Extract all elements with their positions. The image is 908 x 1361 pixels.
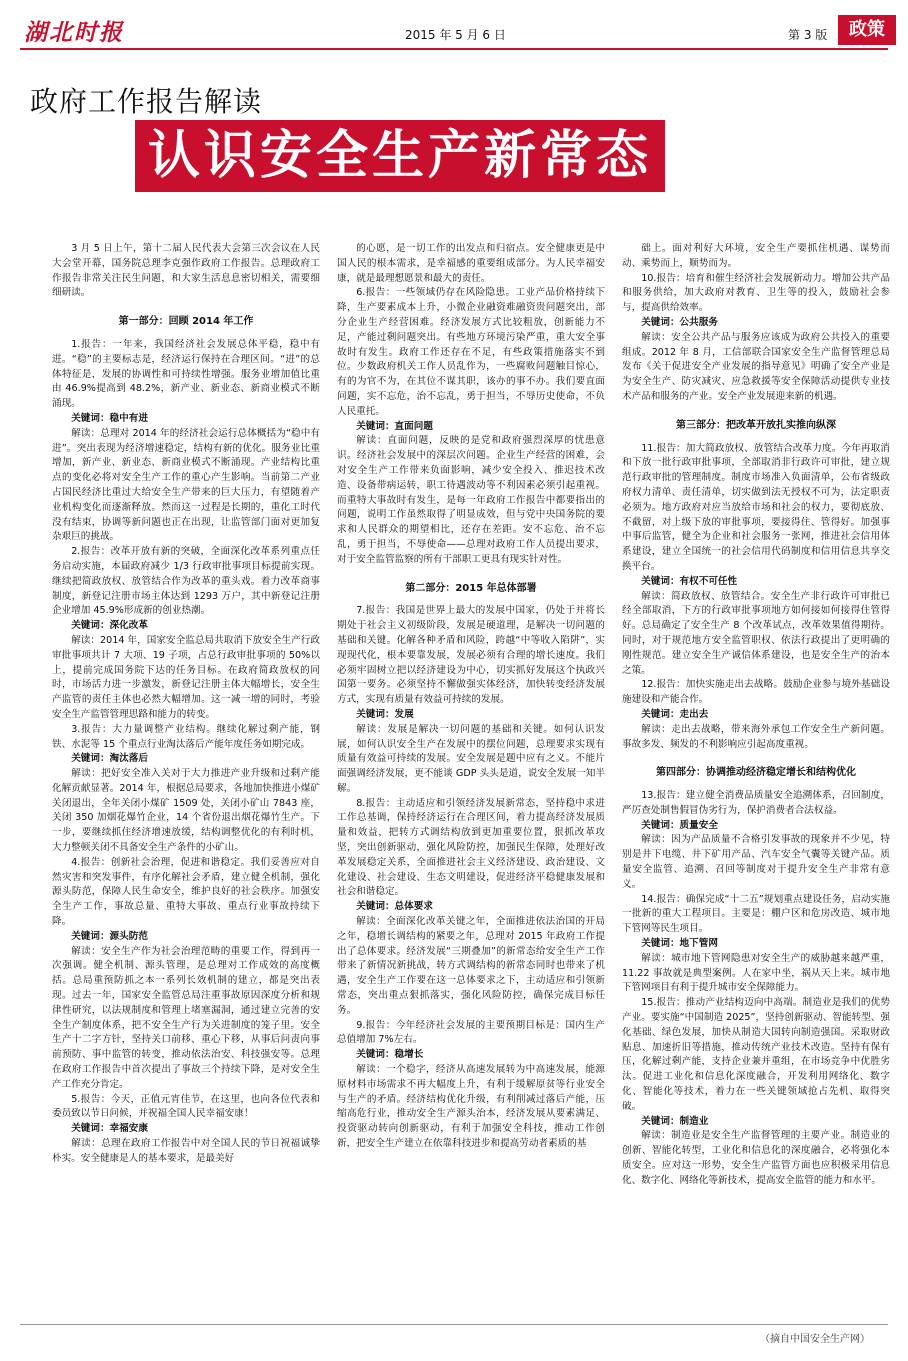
keyword-heading: 关键词：直面问题 [356,420,433,432]
article-paragraph: 解读：走出去战略，带来海外承包工作安全生产新问题。事故多发、频发的不利影响应引起高度重视。 [622,723,890,750]
keyword-heading: 关键词：淘汰落后 [71,753,148,765]
article-paragraph: 15.报告：推动产业结构迈向中高端。制造业是我们的优势产业。要实施“中国制造 2025”，坚持创新驱动、智能转型、强化基础、绿色发展，加快从制造大国转向制造强国。采取财政贴息、加速折旧等措施，推动传统产业技术改造。坚持有保有压，化解过剩产能，支持企业兼并重组，在市场竞争中优胜劣汰。促进工业化和信息化深度融合，开发利用网络化、数字化、智能化等技术，着力在一些关键领域抢占先机、取得突破。 [622,997,890,1112]
article-paragraph: 11.报告：加大简政放权、放管结合改革力度。今年再取消和下放一批行政审批事项，全部取消非行政许可审批，建立规范行政审批的管理制度。制度市场准入负面清单，公布省级政府权力清单、责任清单，切实做到法无授权不可为，法定职责必须为。地方政府对应当放给市场和社会的权力，要彻底放、不截留，对上级下放的审批事项，要接得住、管得好。加强事中事后监管，健全为企业和社会服务一张网，推进社会信用体系建设，建立全国统一的社会信用代码制度和信用信息共享交换平台。 [622,442,890,572]
article-paragraph: 的心愿，是一切工作的出发点和归宿点。安全健康更是中国人民的根本需求，是幸福感的重要组成部分。为人民幸福安康，就是最理想愿景和最大的责任。 [337,243,605,284]
keyword-heading: 关键词：有权不可任性 [641,575,738,587]
keyword-heading: 关键词：总体要求 [356,901,433,913]
article-paragraph: 4.报告：创新社会治理，促进和谐稳定。我们妥善应对自然灾害和突发事件，有序化解社会矛盾，建立健全机制，强化源头防范，保障人民生命安全，维护良好的社会秩序。加强安全生产工作，事故总量、重特大事故、重点行业事故持续下降。 [52,856,320,928]
part-heading: 第一部分：回顾 2014 年工作 [118,316,254,328]
article-paragraph: 解读：城市地下管网隐患对安全生产的威胁越来越严重，11.22 事故就是典型案例。人在家中坐，祸从天上来。城市地下管网项目有利于提升城市安全保障能力。 [622,952,890,994]
masthead [0,0,908,48]
keyword-heading: 关键词：质量安全 [641,819,718,831]
newspaper-logo: 湖北时报 [24,19,124,46]
article-paragraph: 解读：安全生产作为社会治理范畴的重要工作，得到再一次强调。健全机制、源头管理，是总理对工作成效的高度概括。总局重预防抓之本一系列长效机制的建立，都是突出表现。过去一年，国家安全监管总局注重事故原因深度分析和规律性研究，以法规制度和管理上堵塞漏洞，通过建立完善的安全生产制度体系，把不安全生产行为关进制度的笼子里。安全生产十二字方针，坚持关口前移、重心下移，从事后问责向事前预防、事中监管的转变，推动依法治安、科技强安等。总理在政府工作报告中首次提出了事故三个持续下降，是对安全生产工作充分肯定。 [52,945,320,1090]
article-column-2 [337,242,605,1322]
section-badge: 政策 [838,15,896,45]
article-paragraph: 3 月 5 日上午，第十二届人民代表大会第三次会议在人民大会堂开幕，国务院总理李克强作政府工作报告。总理政府工作报告非常关注民生问题，和大家生活息息密切相关，需要细细研读。 [52,243,320,299]
keyword-heading: 关键词：稳中有进 [71,412,148,424]
article-paragraph: 解读：因为产品质量不合格引发事故的现象并不少见，特别是井下电缆、井下矿用产品、汽车安全气囊等关键产品。质量安全监管、追溯、召回等制度对于提升安全生产非常有意义。 [622,834,890,890]
article-paragraph: 14.报告：确保完成“十二五”规划重点建设任务，启动实施一批新的重大工程项目。主要是：棚户区和危房改造、城市地下管网等民生项目。 [622,893,890,935]
keyword-heading: 关键词：公共服务 [641,316,718,328]
keyword-heading: 关键词：幸福安康 [71,1123,148,1135]
headline-title: 认识安全生产新常态 [147,126,652,186]
article-column-3 [622,242,890,1322]
article-paragraph: 13.报告：建立健全消费品质量安全追溯体系，召回制度，严厉查处制售假冒伪劣行为，保护消费者合法权益。 [622,790,890,816]
article-paragraph: 7.报告：我国是世界上最大的发展中国家，仍处于并将长期处于社会主义初级阶段，发展是硬道理，是解决一切问题的基础和关键。化解各种矛盾和风险，跨越“中等收入陷阱”，实现现代化，根本要靠发展，发展必须有合理的增长速度。我们必须牢固树立把以经济建设为中心，切实抓好发展这个执政兴国第一要务。必须坚持不懈做强实体经济，加快转变经济发展方式，实现有质量有效益可持续的发展。 [337,605,605,706]
headline-kicker: 政府工作报告解读 [30,85,263,118]
headline-banner [135,120,665,192]
keyword-heading: 关键词：源头防范 [71,930,148,942]
keyword-heading: 关键词：制造业 [641,1115,709,1127]
page-number: 第 3 版 [788,28,828,42]
article-paragraph: 10.报告：培育和催生经济社会发展新动力。增加公共产品和服务供给，加大政府对教育、卫生等的投入，鼓励社会参与，提高供给效率。 [622,272,890,314]
article-paragraph: 8.报告：主动适应和引领经济发展新常态，坚持稳中求进工作总基调，保持经济运行在合理区间，着力提高经济发展质量和效益，把转方式调结构放到更加重要位置，狠抓改革攻坚，突出创新驱动，强化风险防控，加强民生保障，处理好改革发展稳定关系，全面推进社会主义经济建设、政治建设、文化建设、社会建设、生态文明建设，促进经济平稳健康发展和社会和谐稳定。 [337,797,605,898]
keyword-heading: 关键词：地下管网 [641,938,718,950]
article-paragraph: 解读：把好安全准入关对于大力推进产业升级和过剩产能化解贡献显著。2014 年，根据总局要求，各地加快推进小煤矿关闭退出，全年关闭小煤矿 1509 处，关闭小矿山 7843 座，关闭 350 加烟花爆竹企业，14 个省份退出烟花爆竹生产。下一步，要继续抓住经济增速放缓，结构调整优化的有利时机，大力整顿关闭不具备安全生产条件的小矿山。 [52,768,320,854]
article-body [52,242,890,1322]
source-note: （摘自中国安全生产网） [760,1334,870,1345]
footer-divider [20,1324,888,1325]
keyword-heading: 关键词：稳增长 [356,1049,424,1061]
part-heading: 第三部分：把改革开放扎实推向纵深 [676,419,836,431]
article-paragraph: 解读：一个稳字，经济从高速发展转为中高速发展，能源原材料市场需求不再大幅度上升，有利于缓解原贫等行业安全与生产的矛盾。经济结构优化升级，有利削减过落后产能，压缩高危行业，推动安全生产源头治本，经济发展从要素满足、投资驱动转向创新驱动，有利于加强安全科技，推动工作创新，把安全生产建立在依靠科技进步和提高劳动者素质的基 [337,1064,605,1150]
article-paragraph: 解读：总理在政府工作报告中对全国人民的节日祝福诚挚朴实。安全健康是人的基本要求，是最美好 [52,1138,320,1164]
article-paragraph: 9.报告：今年经济社会发展的主要预期目标是：国内生产总值增加 7%左右。 [337,1019,605,1046]
article-paragraph: 解读：总理对 2014 年的经济社会运行总体概括为“稳中有进”。突出表现为经济增速稳定，结构有新的优化。服务业比重增加，新产业、新业态、新商业模式不断涌现。产业结构比重点的变化必将对安全生产工作的重心产生影响。当前第二产业占国民经济比重过大给安全生产带来的巨大压力，有望随着产业机构变化而逐渐释放。然而这一过程是长期的，重化工时代没有结束，协调等新问题也正在出现，让监管部门面对更加复杂艰巨的挑战。 [52,427,320,543]
part-heading: 第四部分：协调推动经济稳定增长和结构优化 [656,767,856,779]
article-paragraph: 12.报告：加快实施走出去战略。鼓励企业参与境外基础设施建设和产能合作。 [622,679,890,706]
article-paragraph: 1.报告：一年来，我国经济社会发展总体平稳，稳中有进。“稳”的主要标志是，经济运行保持在合理区间。“进”的总体特征是，发展的协调性和可持续性增强。服务业增加值比重由 46.9%提高到 48.2%，新产业、新业态、新商业模式不断涌现。 [52,338,320,410]
keyword-heading: 关键词：深化改革 [71,620,148,632]
article-paragraph: 础上。面对利好大环境，安全生产要抓住机遇、谋势而动、乘势而上，顺势而为。 [622,243,890,269]
article-column-1 [52,242,320,1322]
article-paragraph: 解读：2014 年，国家安全监总局共取消下放安全生产行政审批事项共计 7 大项、19 子项，占总行政审批事项的 50%以上，提前完成国务院下达的任务目标。在政府简政放权的同时，市场活力进一步激发，新登记注册主体大幅增长，安全生产监管的责任主体也必然大幅增加。这一减一增的同时，考验安全生产监管管理思路和能力的转变。 [52,634,320,720]
article-paragraph: 解读：直面问题，反映的是党和政府强烈深厚的忧患意识。经济社会发展中的深层次问题。企业生产经营的困难，会对安全生产工作带来负面影响，减少安全投入、推迟技术改造、设备带病运转，职工待遇波动等不利因素必须引起重视。而重特大事故时有发生，是每一年政府工作报告中都要指出的问题，说明工作虽然取得了明显成效，但与党中央国务院的要求和人民群众的期望相比，还存在差距。安不忘危、治不忘乱，勇于担当，不辱使命——总理对政府工作人员提出要求，对于安全监管监察的所有干部职工更具有现实针对性。 [337,435,605,565]
article-paragraph: 5.报告：今天，正值元宵佳节，在这里，也向各位代表和委员致以节日问候，并祝福全国人民幸福安康！ [52,1093,320,1120]
issue-date: 2015 年 5 月 6 日 [405,28,506,42]
keyword-heading: 关键词：发展 [356,708,414,720]
article-paragraph: 解读：简政放权、放管结合。安全生产非行政许可审批已经全部取消，下方的行政审批事项地方如何接如何接得住管得好。总局确定了安全生产 8 个改革试点，改革效果值得期待。同时，对于规范地方安全监管职权、依法行政提出了更明确的刚性规范。建立安全生产诚信体系建设，也是安全生产的治本之策。 [622,590,890,676]
article-paragraph: 解读：全面深化改革关键之年，全面推进依法治国的开局之年，稳增长调结构的紧要之年，总理对 2015 年政府工作提出了总体要求。经济发展“三期叠加”的新常态给安全生产工作带来了新情况新挑战，转方式调结构的新常态同时也带来了机遇，安全生产工作要在这一总体要求之下，主动适应和引领新常态，突出重点狠抓落实，强化风险防控，确保完成目标任务。 [337,916,605,1016]
article-paragraph: 解读：制造业是安全生产监督管理的主要产业。制造业的创新、智能化转型，工业化和信息化的深度融合，必将强化本质安全。应对这一形势，安全生产监管方面也应积极采用信息化、数字化、网络化等新技术，提高安全监管的能力和水平。 [622,1130,890,1186]
article-paragraph: 3.报告：大力量调整产业结构。继续化解过剩产能，钢铁、水泥等 15 个重点行业淘汰落后产能年度任务如期完成。 [52,723,320,750]
article-paragraph: 2.报告：改革开放有新的突破，全面深化改革系列重点任务启动实施，本届政府减少 1/3 行政审批事项目标提前实现。继续把简政放权、放管结合作为改革的重头戏。着力改革商事制度，新登记注册市场主体达到 1293 万户，其中新登记注册企业增加 45.9%形成新的创业热潮。 [52,546,320,617]
keyword-heading: 关键词：走出去 [641,708,709,720]
article-paragraph: 解读：发展是解决一切问题的基础和关键。如何认识发展，如何认识安全生产在发展中的摆位问题，总理要求实现有质量有效益可持续的发展。安全发展是题中应有之义。不能片面强调经济发展，更不能谈 GDP 头头是道，说安全发展一知半解。 [337,723,605,794]
article-paragraph: 6.报告：一些领域仍存在风险隐患。工业产品价格持续下降，生产要素成本上升，小微企业融资难融资贵问题突出，部分企业生产经营困难。经济发展方式比较粗放，创新能力不足，产能过剩问题突出。有些地方环境污染严重，重大安全事故时有发生。政府工作还存在不足，有些政策措施落实不到位。少数政府机关工作人员乱作为，一些腐败问题触目惊心，有的为官不为，在其位不谋其职，该办的事不办。我们要直面问题，实不忘危，治不忘乱，勇于担当，不辱历史使命，不负人民重托。 [337,287,605,417]
masthead-divider [20,48,888,50]
part-heading: 第二部分：2015 年总体部署 [405,582,537,594]
article-paragraph: 解读：安全公共产品与服务应该成为政府公共投入的重要组成。2012 年 8 月，工信部联合国家安全生产监督管理总局发布《关于促进安全产业发展的指导意见》明确了安全产业是为安全生产、防灾减灾、应急救援等安全保障活动提供专业技术产品和服务的产业。安全产业发展迎来新的机遇。 [622,331,890,402]
